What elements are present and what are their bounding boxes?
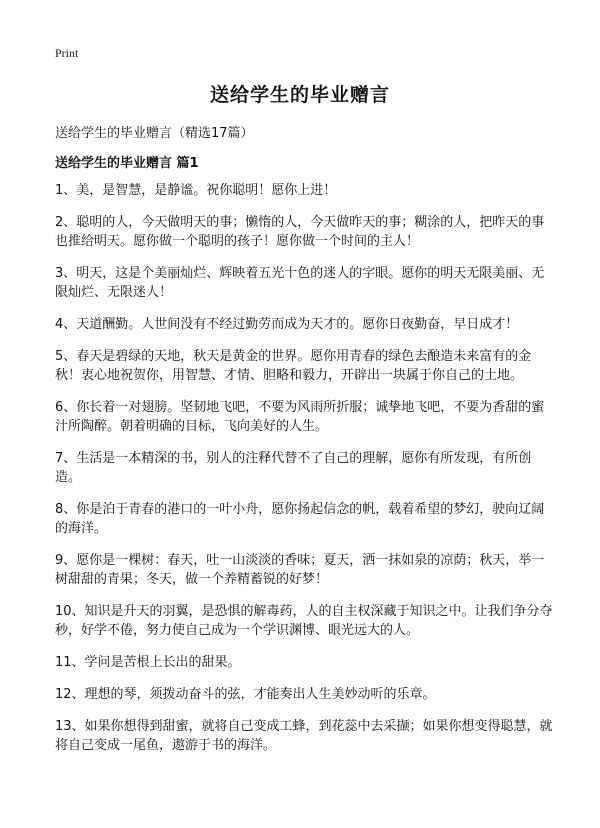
list-item: 10、知识是升天的羽翼，是恐惧的解毒药，人的自主权深藏于知识之中。让我们争分夺秒，好学不倦，努力使自己成为一个学识渊博、眼光远大的人。 [55,604,553,638]
list-item: 12、理想的琴，须拨动奋斗的弦，才能奏出人生美妙动听的乐章。 [55,687,436,702]
quote-list [55,181,555,768]
list-item: 8、你是泊于青春的港口的一叶小舟，愿你扬起信念的帆，载着希望的梦幻，驶向辽阔的海洋。 [55,502,545,536]
print-label: Print [55,46,79,60]
list-item: 7、生活是一本精深的书，别人的注释代替不了自己的理解，愿你有所发现，有所创造。 [55,451,532,485]
list-item: 2、聪明的人，今天做明天的事；懒惰的人，今天做昨天的事；糊涂的人，把昨天的事也推给明天。愿你做一个聪明的孩子！愿你做一个时间的主人！ [55,215,545,249]
list-item: 3、明天，这是个美丽灿烂、辉映着五光十色的迷人的字眼。愿你的明天无限美丽、无限灿烂、无限迷人！ [55,266,545,300]
list-item: 13、如果你想得到甜蜜，就将自己变成工蜂，到花蕊中去采撷；如果你想变得聪慧，就将自己变成一尾鱼，遨游于书的海洋。 [55,719,553,753]
list-item: 11、学问是苦根上长出的甜果。 [55,655,241,670]
list-item: 5、春天是碧绿的天地，秋天是黄金的世界。愿你用青春的绿色去酿造未来富有的金秋！衷心地祝贺你，用智慧、才情、胆略和毅力，开辟出一块属于你自己的土地。 [55,349,532,383]
list-item: 4、天道酬勤。人世间没有不经过勤劳而成为天才的。愿你日夜勤奋，早日成才！ [55,317,519,332]
list-item: 1、美，是智慧，是静谧。祝你聪明！愿你上进！ [55,183,337,198]
page-title: 送给学生的毕业赠言 [209,84,390,106]
document-subtitle: 送给学生的毕业赠言（精选17篇） [55,126,254,141]
section-heading: 送给学生的毕业赠言 篇1 [55,156,199,171]
list-item: 6、你长着一对翅膀。坚韧地飞吧，不要为风雨所折服；诚挚地飞吧，不要为香甜的蜜汁所陶醉。朝着明确的目标，飞向美好的人生。 [55,400,545,434]
list-item: 9、愿你是一棵树：春天，吐一山淡淡的香味；夏天，洒一抹如泉的凉荫；秋天，举一树甜甜的青果；冬天，做一个养精蓄锐的好梦！ [55,553,545,587]
